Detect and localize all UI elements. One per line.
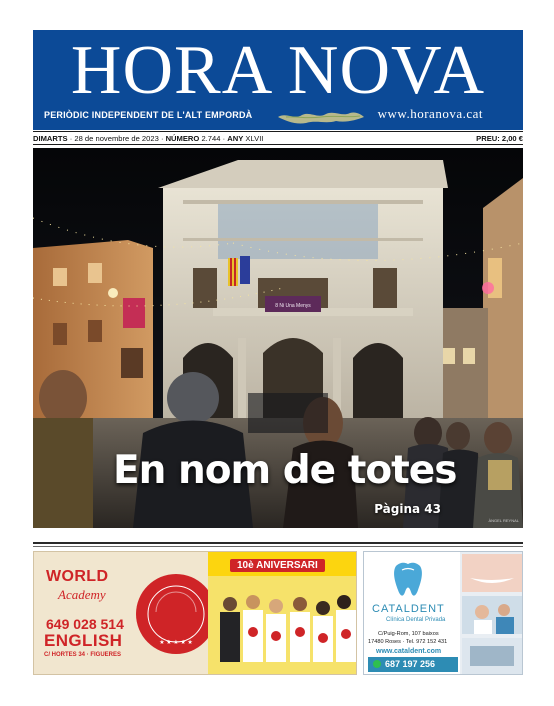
masthead bbox=[33, 30, 523, 130]
clinic-address-line2: 17480 Roses · Tel. 972 152 431 bbox=[368, 639, 448, 645]
clinic-subtitle: Clínica Dental Privada bbox=[386, 617, 446, 623]
clinic-phone-box[interactable] bbox=[368, 657, 458, 672]
photo-credit: ÀNGEL REYNAL bbox=[488, 518, 519, 523]
ad-separator bbox=[33, 542, 523, 544]
ad-separator-thin bbox=[33, 546, 523, 547]
academy-name: WORLD bbox=[46, 568, 109, 585]
page-reference[interactable]: Pàgina 43 bbox=[374, 502, 441, 516]
tooth-logo-icon bbox=[390, 560, 426, 600]
clinic-phone: 687 197 256 bbox=[385, 659, 436, 669]
academy-subname: Academy bbox=[58, 587, 106, 602]
anniversary-label: 10è ANIVERSARI bbox=[230, 559, 325, 572]
clinic-brand: CATALDENT bbox=[372, 603, 445, 615]
issue-year: XLVII bbox=[245, 134, 264, 143]
issue-year-label: ANY bbox=[227, 134, 244, 143]
alt-emporda-map-icon bbox=[276, 108, 366, 126]
anniversary-panel bbox=[208, 552, 357, 675]
issue-day: DIMARTS bbox=[33, 134, 68, 143]
cataldent-ad[interactable] bbox=[363, 551, 523, 675]
academy-phone: 649 028 514 bbox=[46, 616, 124, 632]
website-link[interactable]: www.horanova.cat bbox=[377, 106, 483, 121]
issue-price: PREU: 2,00 € bbox=[476, 134, 523, 143]
newspaper-title: HORA NOVA bbox=[70, 32, 486, 109]
svg-text:★ ★ ★ ★ ★: ★ ★ ★ ★ ★ bbox=[159, 640, 193, 646]
issue-details: DIMARTS · 28 de novembre de 2023 · NÚMERO 2.744 · ANY XLVII bbox=[33, 134, 264, 143]
hero-photo bbox=[33, 148, 523, 528]
clinic-website-link[interactable]: www.cataldent.com bbox=[376, 648, 442, 655]
issue-number: 2.744 bbox=[201, 134, 221, 143]
issue-number-label: NÚMERO bbox=[165, 134, 200, 143]
academy-address: C/ HORTES 34 · FIGUERES bbox=[44, 652, 122, 658]
newspaper-subtitle: PERIÒDIC INDEPENDENT DE L'ALT EMPORDÀ bbox=[44, 110, 253, 120]
dental-photos bbox=[460, 552, 523, 675]
headline: En nom de totes bbox=[113, 448, 457, 493]
academy-language: ENGLISH bbox=[44, 631, 123, 650]
academy-seal-logo bbox=[130, 562, 220, 662]
world-academy-ad[interactable] bbox=[33, 551, 357, 675]
ni-una-menys-banner: 8 Ni Una Menys bbox=[275, 303, 311, 309]
issue-info-strip bbox=[33, 131, 523, 145]
clinic-address-line1: C/Puig-Rom, 107 baixos bbox=[378, 631, 439, 637]
issue-date: 28 de novembre de 2023 bbox=[74, 134, 159, 143]
whatsapp-icon bbox=[373, 660, 381, 668]
